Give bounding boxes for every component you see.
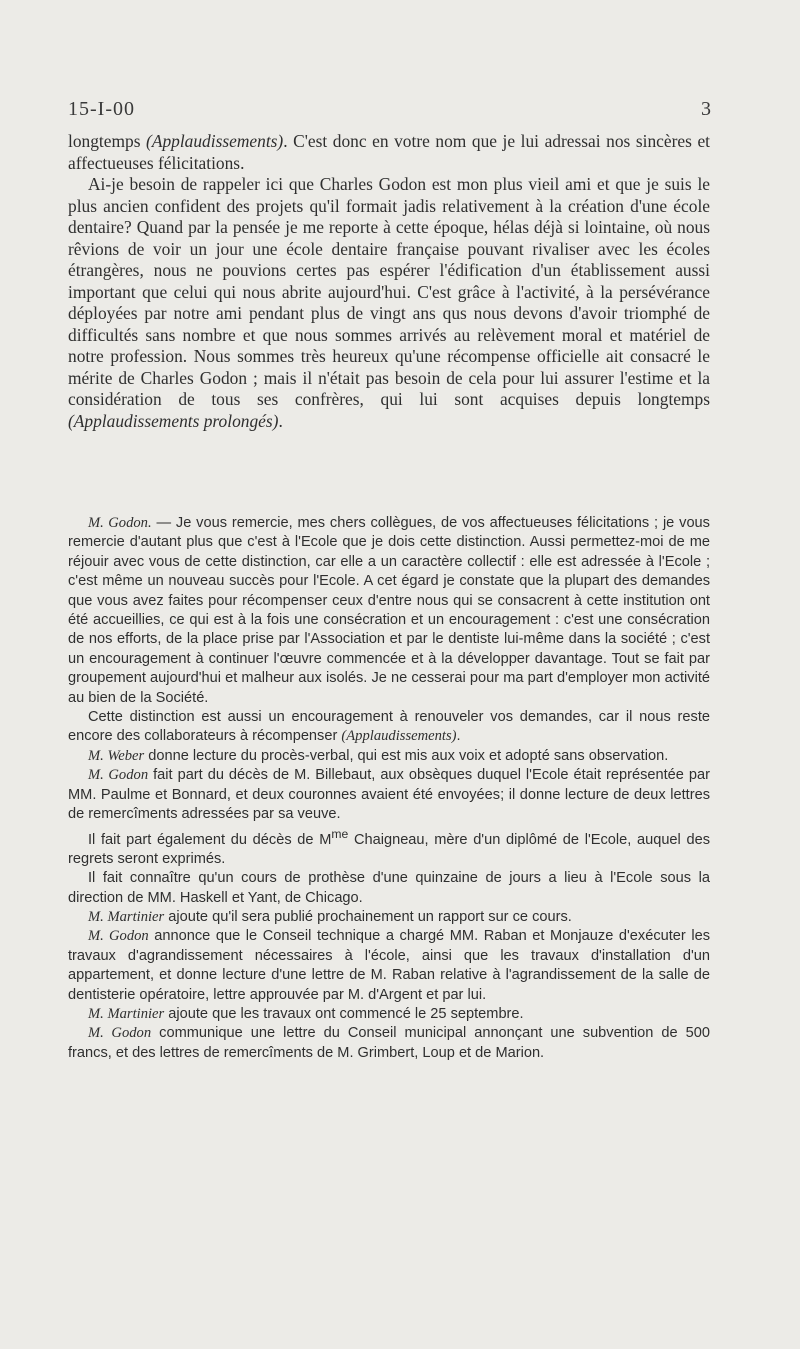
- speaker-name: M. Godon: [88, 1025, 152, 1042]
- minutes-section: [68, 514, 710, 1063]
- paragraph: [68, 514, 710, 708]
- text-run: longtemps: [68, 131, 147, 151]
- applause-note: (Applaudissements): [146, 131, 284, 151]
- speech-continuation: [68, 131, 710, 432]
- speaker-name: M. Godon.: [88, 515, 152, 531]
- paragraph: [68, 869, 710, 908]
- applause-note: (Applaudissements prolongés): [68, 410, 279, 431]
- speaker-name: M. Godon: [88, 928, 149, 945]
- text-run: . C'est donc en votre nom que je lui adressai nos sincères et affectueuses félicitations.: [68, 131, 711, 173]
- paragraph: [68, 131, 710, 174]
- text-run: Ai-je besoin de rappeler ici que Charles Godon est mon plus vieil ami et que je suis le plus ancien confident des projets qu'il formait jadis relativement à la création d'une école dentaire? Quand par la pensée je me reporte à cette époque, hélas déjà si lointaine, où nous rêvions de voir un jour une école dentaire française pouvant rivaliser avec les écoles étrangères, nous ne pouvions certes pas espérer l'édification d'un établissement aussi important que celui qui nous abrite aujourd'hui. C'est grâce à l'activité, à la persévérance déployées par notre ami pendant plus de vingt ans qus nous devons d'avoir triomphé de difficultés sans nombre et que nous sommes arrivés au relèvement moral et matériel de notre profession. Nous sommes très heureux qu'une récompense officielle ait consacré le mérite de Charles Godon ; mais il n'était pas besoin de cela pour lui assurer l'estime et la considération de tous ses confrères, qui lui sont acquises depuis longtemps: [68, 174, 710, 409]
- text-run: communique une lettre du Conseil municipal annonçant une subvention de 500 francs, et des lettres de remercîments de M. Grimbert, Loup et de Marion.: [68, 1025, 710, 1061]
- text-run: Il fait connaître qu'un cours de prothèse d'une quinzaine de jours a lieu à l'Ecole sous la direction de MM. Haskell et Yant, de Chicago.: [68, 870, 710, 906]
- paragraph: [68, 174, 710, 432]
- speaker-name: M. Martinier: [88, 1006, 165, 1023]
- text-run: .: [278, 410, 283, 431]
- paragraph: [68, 1024, 710, 1063]
- text-run: .: [456, 728, 461, 745]
- text-run: ajoute qu'il sera publié prochainement un rapport sur ce cours.: [164, 908, 572, 925]
- paragraph: [68, 1005, 710, 1024]
- paragraph: [68, 766, 710, 824]
- speaker-name: M. Weber: [88, 747, 145, 764]
- page-header: [68, 98, 712, 121]
- paragraph: [68, 927, 710, 1005]
- paragraph: [68, 825, 710, 870]
- text-run: fait part du décès de M. Billebaut, aux obsèques duquel l'Ecole était représentée par MM. Paulme et Bonnard, et deux couronnes avaient été envoyées; il donne lecture de deux lettres de remercîments adressées par sa veuve.: [68, 767, 710, 823]
- speaker-name: M. Martinier: [88, 908, 165, 925]
- page-number: 3: [701, 98, 712, 120]
- paragraph: [68, 747, 710, 766]
- text-run: Il fait part également du décès de M: [88, 831, 332, 848]
- text-run: ajoute que les travaux ont commencé le 25 septembre.: [164, 1006, 524, 1023]
- text-run: Chaigneau, mère d'un diplômé de l'Ecole, auquel des regrets seront exprimés.: [68, 831, 710, 867]
- paragraph: [68, 908, 710, 927]
- superscript: me: [331, 826, 349, 841]
- speaker-name: M. Godon: [88, 767, 149, 784]
- text-run: — Je vous remercie, mes chers collègues, de vos affectueuses félicitations ; je vous remercie d'autant plus que c'est à l'Ecole que je dois cette distinction. Aussi permettez-moi de me réjouir avec vous de cette distinction, car elle a un caractère collectif : elle est adressée à l'Ecole ; c'est même un nouveau succès pour l'Ecole. A cet égard je constate que la plupart des demandes que vous avez faites pour récompenser ceux d'entre nous qui se consacrent à cette institution ont été accueillies, ce qui est à la fois une consécration et un encouragement : c'est une consécration de nos efforts, de la place prise par l'Association et par le dentiste lui-même dans la société ; c'est un encouragement à continuer l'œuvre commencée et à la développer davantage. Tout se fait par groupement aujourd'hui et malheur aux isolés. Je ne cesserai pour ma part d'employer mon activité au bien de la Société.: [68, 515, 710, 706]
- applause-note: (Applaudissements): [341, 728, 457, 745]
- text-run: donne lecture du procès-verbal, qui est mis aux voix et adopté sans observation.: [144, 747, 669, 764]
- issue-date: 15-I-00: [68, 98, 135, 120]
- text-run: Cette distinction est aussi un encouragement à renouveler vos demandes, car il nous reste encore des collaborateurs à récompenser: [68, 709, 710, 745]
- paragraph: [68, 708, 710, 747]
- text-run: annonce que le Conseil technique a chargé MM. Raban et Monjauze d'exécuter les travaux d'agrandissement nécessaires à l'école, ainsi que les travaux d'installation d'un appartement, et donne lecture d'une lettre de M. Raban relative à l'agrandissement de la salle de dentisterie opératoire, lettre approuvée par M. d'Argent et par lui.: [68, 928, 711, 1003]
